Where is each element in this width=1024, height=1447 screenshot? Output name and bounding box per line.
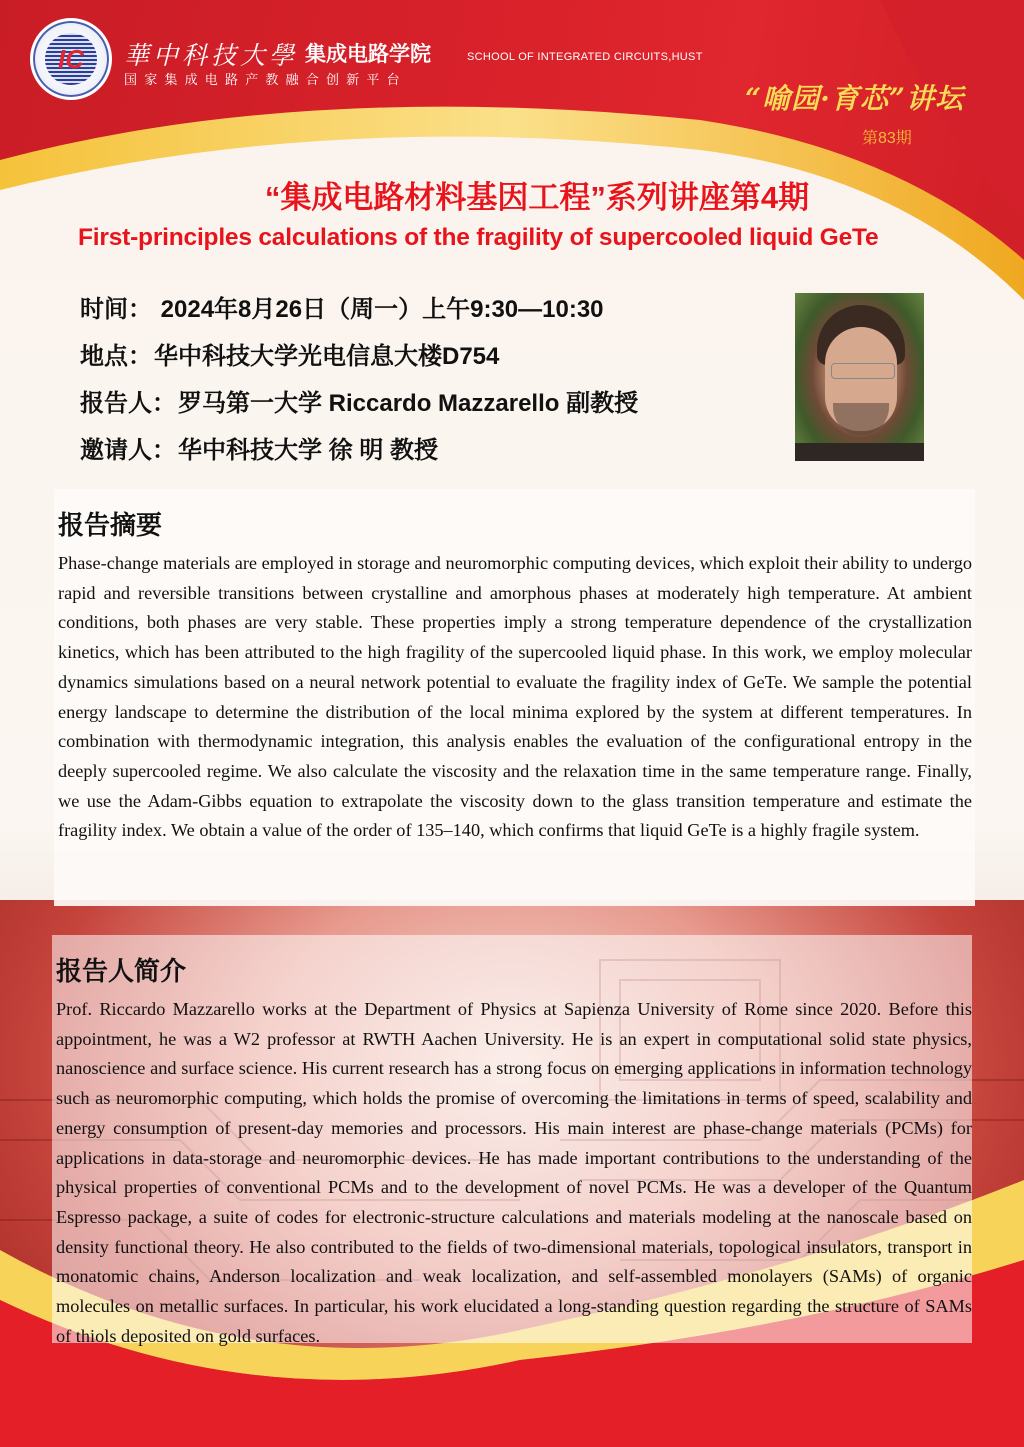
info-label: 地点：: [80, 343, 152, 370]
bio-body: Prof. Riccardo Mazzarello works at the Department of Physics at Sapienza University of Rome since 2020. Before this appointment, he was a W2 professor at RWTH Aachen University. He is an expert in computational solid state physics, nanoscience and surface science. His current research has a strong focus on emerging applications in information technology such as neuromorphic computing, which holds the promise of overcoming the limitations in terms of speed, scalability and energy consumption of present-day memories and processors. His main interest are phase-change materials (PCMs) for applications in data-storage and neuromorphic devices. He has made important contributions to the understanding of the physical properties of conventional PCMs and to the development of novel PCMs. He was a developer of the Quantum Espresso package, a suite of codes for electronic-structure calculations and materials modeling at the nanoscale based on density functional theory. He also contributed to the fields of two-dimensional materials, topological insulators, transport in monatomic chains, Anderson localization and weak localization, and self-assembled monolayers (SAMs) of organic molecules on metallic surfaces. In particular, his work elucidated a long-standing question regarding the structure of SAMs of thiols deposited on gold surfaces.: [56, 999, 972, 1346]
info-value: 罗马第一大学 Riccardo Mazzarello 副教授: [178, 390, 639, 417]
photo-shirt: [795, 443, 924, 461]
event-info: [80, 292, 638, 480]
series-title: “集成电路材料基因工程”系列讲座第4期: [264, 180, 810, 215]
bio-panel: [52, 935, 972, 1346]
school-name-en: SCHOOL OF INTEGRATED CIRCUITS,HUST: [467, 51, 703, 63]
info-label: 报告人：: [80, 390, 176, 417]
abstract-heading: 报告摘要: [58, 510, 163, 540]
abstract-body: Phase-change materials are employed in storage and neuromorphic computing devices, which exploit their ability to undergo rapid and reversible transitions between crystalline and amorphous phases at moderately high temperature. At ambient conditions, both phases are very stable. These properties imply a strong temperature dependence of the crystallization kinetics, which has been attributed to the high fragility of the supercooled liquid phase. In this work, we employ molecular dynamics simulations based on a neural network potential to evaluate the fragility index of GeTe. We sample the potential energy landscape to determine the distribution of the local minima explored by the system at different temperatures. In combination with thermodynamic integration, this analysis enables the evaluation of the configurational entropy in the deeply supercooled regime. We also calculate the viscosity and the relaxation time in the same temperature range. Finally, we use the Adam-Gibbs equation to extrapolate the viscosity down to the glass transition temperature and estimate the fragility index. We obtain a value of the order of 135–140, which confirms that liquid GeTe is a highly fragile system.: [58, 553, 972, 841]
speaker-photo: [795, 293, 924, 461]
university-name: 華中科技大學: [124, 41, 299, 70]
school-name-cn: 集成电路学院: [305, 43, 431, 66]
bio-heading: 报告人简介: [56, 956, 187, 986]
platform-name: 国家集成电路产教融合创新平台: [124, 72, 407, 87]
photo-glasses: [831, 363, 895, 379]
info-value: 华中科技大学光电信息大楼D754: [154, 343, 500, 370]
photo-beard: [833, 403, 889, 435]
info-value: 2024年8月26日（周一）上午9:30—10:30: [154, 296, 604, 323]
info-host: [80, 433, 638, 480]
info-value: 华中科技大学 徐 明 教授: [178, 437, 439, 464]
info-speaker: [80, 386, 638, 433]
lecture-title: First-principles calculations of the fragility of supercooled liquid GeTe: [78, 224, 879, 251]
info-time: [80, 292, 638, 339]
forum-name: “喻园·育芯”讲坛: [745, 82, 964, 115]
abstract-panel: [54, 489, 975, 906]
school-logo: [30, 18, 112, 100]
info-label: 邀请人：: [80, 437, 176, 464]
logo-ic-mark: IC: [45, 33, 97, 85]
issue-number: 第83期: [862, 130, 912, 147]
info-label: 时间：: [80, 296, 152, 323]
info-location: [80, 339, 638, 386]
